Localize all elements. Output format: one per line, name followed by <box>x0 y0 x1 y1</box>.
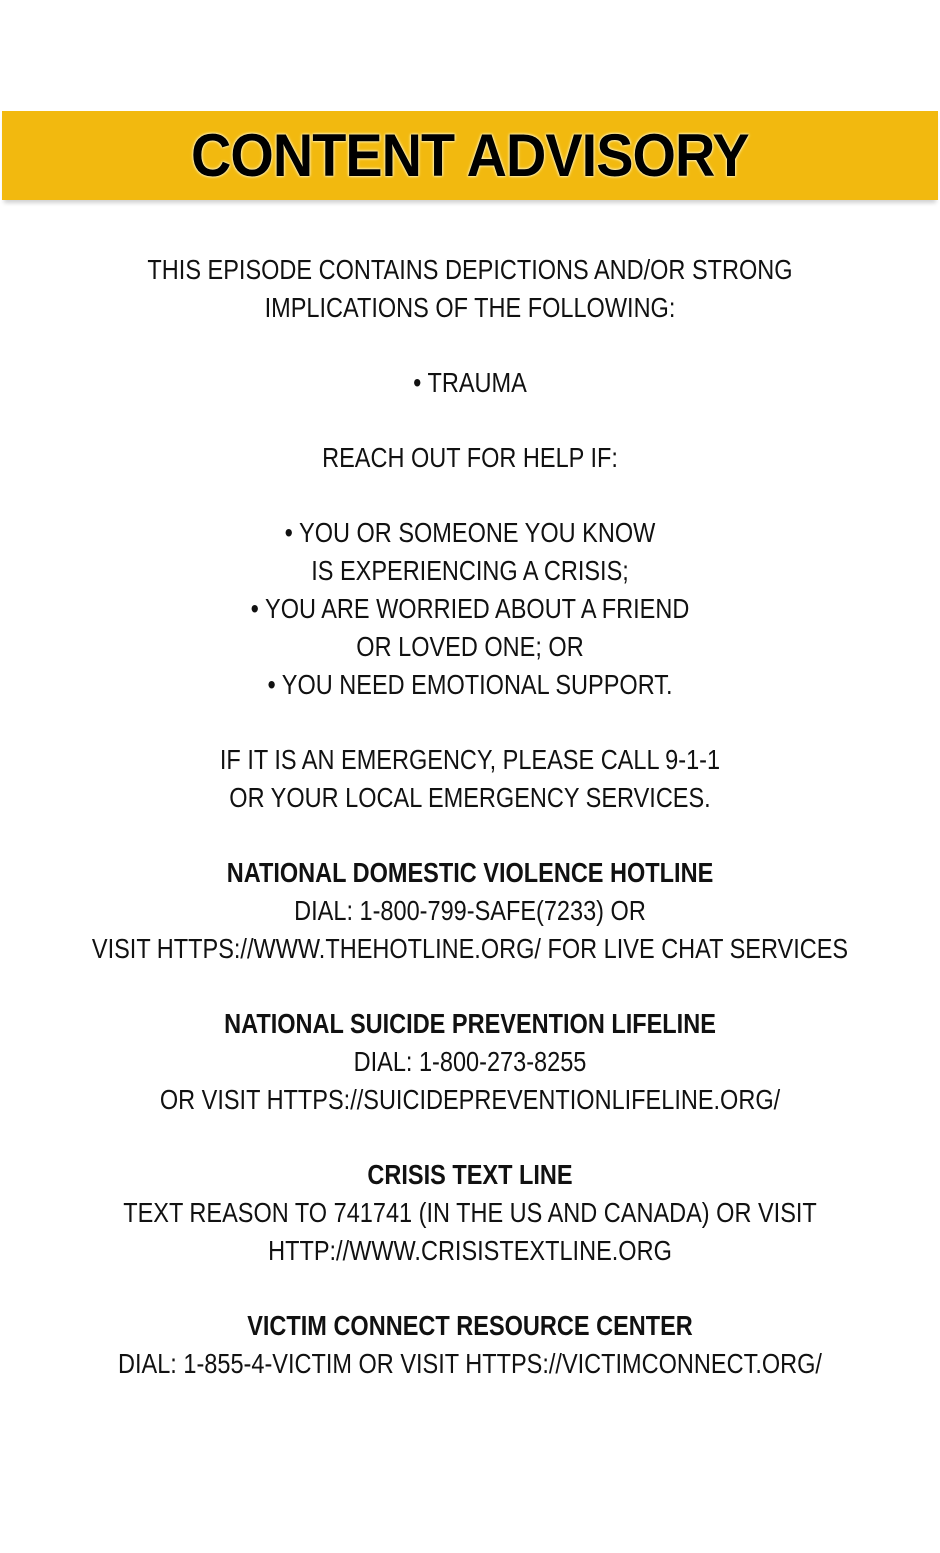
intro-line: IMPLICATIONS OF THE FOLLOWING: <box>264 292 676 323</box>
resource-line: HTTP://WWW.CRISISTEXTLINE.ORG <box>268 1235 672 1266</box>
resource-name: NATIONAL SUICIDE PREVENTION LIFELINE <box>224 1008 716 1039</box>
advisory-banner <box>2 111 938 200</box>
condition-line: • YOU NEED EMOTIONAL SUPPORT. <box>267 669 673 700</box>
resource-line: DIAL: 1-800-273-8255 <box>353 1046 587 1077</box>
resource-name: CRISIS TEXT LINE <box>367 1159 573 1190</box>
resource-line: DIAL: 1-800-799-SAFE(7233) OR <box>294 895 646 926</box>
condition-line: IS EXPERIENCING A CRISIS; <box>311 555 629 586</box>
topic-item: • TRAUMA <box>413 367 527 398</box>
resource-name: VICTIM CONNECT RESOURCE CENTER <box>247 1310 693 1341</box>
condition-line: • YOU ARE WORRIED ABOUT A FRIEND <box>250 593 690 624</box>
resource-name: NATIONAL DOMESTIC VIOLENCE HOTLINE <box>226 857 714 888</box>
intro-line: THIS EPISODE CONTAINS DEPICTIONS AND/OR STRONG <box>147 254 793 285</box>
reach-out-heading: REACH OUT FOR HELP IF: <box>322 442 618 473</box>
emergency-line: IF IT IS AN EMERGENCY, PLEASE CALL 9-1-1 <box>219 744 721 775</box>
condition-line: • YOU OR SOMEONE YOU KNOW <box>284 517 656 548</box>
emergency-line: OR YOUR LOCAL EMERGENCY SERVICES. <box>229 782 711 813</box>
advisory-title: CONTENT ADVISORY <box>191 122 749 189</box>
advisory-body <box>75 251 865 1383</box>
condition-line: OR LOVED ONE; OR <box>356 631 584 662</box>
resource-line: VISIT HTTPS://WWW.THEHOTLINE.ORG/ FOR LIVE CHAT SERVICES <box>91 933 849 964</box>
resource-line: OR VISIT HTTPS://SUICIDEPREVENTIONLIFELINE.ORG/ <box>159 1084 781 1115</box>
resource-line: DIAL: 1-855-4-VICTIM OR VISIT HTTPS://VICTIMCONNECT.ORG/ <box>118 1348 822 1379</box>
resource-line: TEXT REASON TO 741741 (IN THE US AND CANADA) OR VISIT <box>123 1197 817 1228</box>
